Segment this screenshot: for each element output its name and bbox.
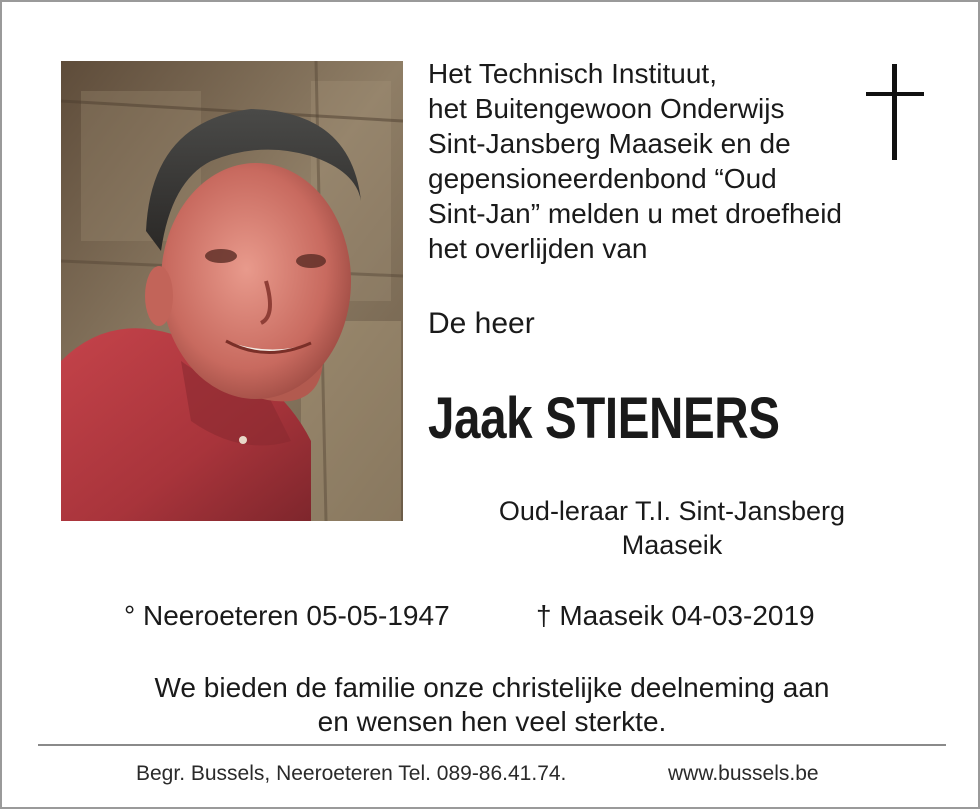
birth-date: ° Neeroeteren 05-05-1947 [124, 600, 450, 631]
intro-line: Sint-Jansberg Maaseik en de [428, 128, 791, 159]
cross-icon [866, 64, 924, 160]
death-date: † Maaseik 04-03-2019 [536, 600, 815, 631]
intro-line: gepensioneerdenbond “Oud [428, 163, 777, 194]
divider [38, 744, 946, 746]
intro-line: Sint-Jan” melden u met droefheid [428, 198, 842, 229]
intro-line: het Buitengewoon Onderwijs [428, 93, 785, 124]
role-line: Maaseik [621, 530, 723, 560]
website-link[interactable]: www.bussels.be [668, 762, 819, 785]
life-dates [112, 598, 872, 634]
intro-line: Het Technisch Instituut, [428, 58, 717, 89]
intro-line: het overlijden van [428, 233, 648, 264]
deceased-name: Jaak STIENERS [428, 386, 780, 451]
portrait-photo [61, 61, 403, 521]
message-line: en wensen hen veel sterkte. [317, 706, 667, 737]
footer [38, 760, 946, 788]
role-text [442, 494, 902, 562]
condolence-message [42, 671, 942, 739]
message-line: We bieden de familie onze christelijke deelneming aan [154, 672, 830, 703]
role-line: Oud-leraar T.I. Sint-Jansberg [498, 496, 846, 526]
intro-text [428, 56, 868, 266]
undertaker-info: Begr. Bussels, Neeroeteren Tel. 089-86.41.74. [136, 762, 567, 785]
honorific: De heer [428, 307, 535, 340]
